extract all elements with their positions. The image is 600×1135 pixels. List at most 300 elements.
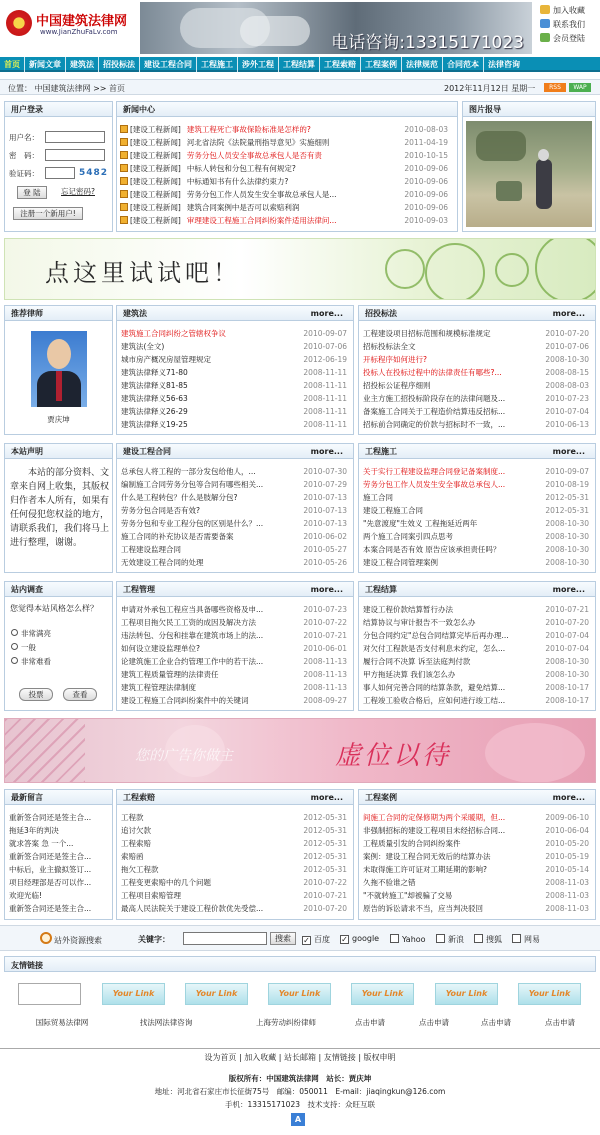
list-item[interactable] <box>363 851 589 863</box>
news-date: 2010-09-06 <box>400 202 448 214</box>
engine-option-netease[interactable] <box>512 934 540 945</box>
list-item[interactable] <box>121 877 347 889</box>
document-icon <box>120 125 128 133</box>
more-link[interactable]: more... <box>552 793 585 802</box>
list-item[interactable] <box>363 518 589 530</box>
item-title[interactable]: 无效建设工程合同的处理 <box>121 558 204 567</box>
item-date: 2008-11-11 <box>303 407 347 416</box>
item-title[interactable]: 工程索赔 <box>121 839 151 848</box>
list-item[interactable] <box>363 531 589 543</box>
message-item[interactable]: 中标后，业主撤拟签订... <box>9 865 92 874</box>
item-title[interactable]: 本案合同是否有效 原告应该承担责任吗？ <box>363 545 501 554</box>
item-title[interactable]: 建设工程施工合同纠纷案件中的关键词 <box>121 696 249 705</box>
list-item[interactable] <box>363 393 589 405</box>
list-item[interactable] <box>363 406 589 418</box>
item-title[interactable]: 违法转包、分包和挂靠在建筑市场上的法... <box>121 631 264 640</box>
item-date: 2010-07-21 <box>303 631 347 640</box>
item-title[interactable]: 非强制招标的建设工程项目未经招标合同... <box>363 826 506 835</box>
news-item[interactable] <box>120 215 454 227</box>
link-label: 会员登陆 <box>553 34 585 43</box>
ad-subtext: 您的广告你做主 <box>135 748 233 764</box>
more-link[interactable]: more... <box>552 309 585 318</box>
list-item[interactable] <box>121 656 347 668</box>
list-item[interactable] <box>121 617 347 629</box>
friend-link-logo[interactable]: Your Link <box>102 983 165 1005</box>
friend-link-text[interactable]: 找法网法律咨询 <box>139 1018 193 1027</box>
engine-option-sohu[interactable] <box>474 934 502 945</box>
login-button[interactable]: 登 陆 <box>17 186 47 199</box>
item-date: 2008-11-13 <box>303 683 347 692</box>
list-item[interactable] <box>121 380 347 392</box>
list-item[interactable] <box>363 328 589 340</box>
list-item[interactable] <box>363 604 589 616</box>
item-date: 2008-10-30 <box>545 355 589 364</box>
message-item[interactable]: 拖延3年的判决 <box>9 826 59 835</box>
engine-option-sina[interactable] <box>436 934 464 945</box>
item-title[interactable]: 总承包人将工程的一部分发包给他人，... <box>121 467 256 476</box>
item-title[interactable]: 建筑法律释义71-80 <box>121 368 188 377</box>
item-title[interactable]: 建筑法律释义26-29 <box>121 407 188 416</box>
checkbox-checked-icon[interactable]: ✓ <box>341 935 348 944</box>
checkbox-icon[interactable] <box>390 934 399 943</box>
item-title[interactable]: 工程项目拖欠民工工资的成因及解决方法 <box>121 618 256 627</box>
item-date: 2010-05-19 <box>545 852 589 861</box>
item-title[interactable]: 案例：建设工程合同无效后的结算办法 <box>363 852 491 861</box>
news-date: 2010-09-06 <box>400 189 448 201</box>
item-date: 2010-07-04 <box>545 631 589 640</box>
nav-item[interactable]: 法律规范 <box>402 57 443 72</box>
item-date: 2009-06-10 <box>545 813 589 822</box>
nav-item[interactable]: 合同范本 <box>443 57 484 72</box>
member-login-link[interactable] <box>540 32 600 46</box>
item-date: 2010-08-19 <box>545 480 589 489</box>
nav-item[interactable]: 建设工程合同 <box>140 57 197 72</box>
settlement-panel <box>358 581 596 711</box>
cases-panel <box>358 789 596 920</box>
item-title[interactable]: 追讨欠款 <box>121 826 151 835</box>
list-item[interactable] <box>363 682 589 694</box>
list-item[interactable] <box>121 903 347 915</box>
news-title[interactable]: 建筑工程死亡事故保险标准是怎样的? <box>186 125 311 134</box>
news-date: 2010-10-15 <box>400 150 448 162</box>
list-item[interactable] <box>363 617 589 629</box>
list-item[interactable] <box>121 682 347 694</box>
news-item[interactable] <box>120 150 454 162</box>
news-category[interactable]: [建设工程新闻] <box>130 164 181 173</box>
news-title[interactable]: 劳务分包人员安全事故总承包人是否有责 <box>186 151 322 160</box>
item-title[interactable]: 劳务分包和专业工程分包的区别是什么？... <box>121 519 264 528</box>
list-item[interactable] <box>121 669 347 681</box>
list-item[interactable] <box>363 643 589 655</box>
item-title[interactable]: 开标程序如何进行? <box>363 355 427 364</box>
survey-option[interactable] <box>11 642 36 654</box>
keyword-label: 关键字： <box>138 935 170 944</box>
username-label: 用户名： <box>9 133 39 142</box>
item-title[interactable]: 论建筑施工企业合约管理工作中的若干法... <box>121 657 264 666</box>
link-label: 加入收藏 <box>553 6 585 15</box>
friend-link-logo[interactable]: Your Link <box>351 983 414 1005</box>
news-title[interactable]: 劳务分包工作人员发生安全事故总承包人是... <box>186 190 337 199</box>
news-category[interactable]: [建设工程新闻] <box>130 151 181 160</box>
item-title[interactable]: 拖欠工程款 <box>121 865 159 874</box>
item-date: 2008-11-11 <box>303 381 347 390</box>
contact-link[interactable] <box>540 18 600 32</box>
more-link[interactable]: more... <box>310 793 343 802</box>
list-item[interactable] <box>363 492 589 504</box>
register-button[interactable]: 注册一个新用户! <box>13 207 83 220</box>
management-panel <box>116 581 354 711</box>
list-item[interactable] <box>363 825 589 837</box>
nav-item[interactable]: 建筑法 <box>66 57 99 72</box>
list-item[interactable] <box>363 505 589 517</box>
message-item[interactable]: 项目经理部是否可以作... <box>9 878 92 887</box>
item-title[interactable]: 建筑工程质量管理的法律责任 <box>121 670 219 679</box>
item-title[interactable]: 建筑法律释义56-63 <box>121 394 188 403</box>
survey-panel <box>4 581 113 711</box>
list-item[interactable] <box>121 695 347 707</box>
friend-link-logo[interactable]: Your Link <box>268 983 331 1005</box>
friend-link-text[interactable]: 点击申请 <box>545 1018 575 1027</box>
list-item[interactable] <box>363 479 589 491</box>
lawyer-name[interactable]: 贾庆坤 <box>47 415 70 424</box>
list-item[interactable] <box>121 341 347 353</box>
photo-figure <box>536 159 552 209</box>
radio-icon[interactable] <box>11 657 18 664</box>
news-item[interactable] <box>120 189 454 201</box>
list-item[interactable] <box>363 557 589 569</box>
friend-link-logo[interactable] <box>18 983 81 1005</box>
list-item[interactable] <box>121 492 347 504</box>
list-item[interactable] <box>363 466 589 478</box>
username-input[interactable] <box>45 131 105 143</box>
item-date: 2008-11-11 <box>303 420 347 429</box>
news-category[interactable]: [建设工程新闻] <box>130 216 181 225</box>
more-link[interactable]: more... <box>552 447 585 456</box>
item-title[interactable]: 工程项目索赔管理 <box>121 891 181 900</box>
more-link[interactable]: more... <box>552 585 585 594</box>
item-title[interactable]: 建筑法律释义81-85 <box>121 381 188 390</box>
banner-shape <box>240 16 310 46</box>
search-input[interactable] <box>183 932 267 945</box>
news-title[interactable]: 河北省法院《法院量刑指导意见》实施细则 <box>186 138 330 147</box>
item-date: 2012-05-31 <box>303 813 347 822</box>
item-title[interactable]: 城市房产概况房屋管理规定 <box>121 355 211 364</box>
vote-button[interactable] <box>19 688 53 701</box>
item-title[interactable]: 原告的诉讼请求不当，应当判决驳回 <box>363 904 483 913</box>
nav-item[interactable]: 工程施工 <box>197 57 238 72</box>
news-photo[interactable] <box>466 121 592 227</box>
item-date: 2008-11-13 <box>303 657 347 666</box>
ad-placeholder-banner[interactable] <box>4 718 596 783</box>
option-label: 非常满亮 <box>21 629 51 638</box>
document-icon <box>120 203 128 211</box>
list-item[interactable] <box>121 890 347 902</box>
captcha-input[interactable] <box>45 167 75 179</box>
list-item[interactable] <box>363 354 589 366</box>
news-item[interactable] <box>120 163 454 175</box>
nav-item[interactable]: 法律咨询 <box>488 60 520 69</box>
list-item[interactable] <box>121 825 347 837</box>
nav-item[interactable]: 涉外工程 <box>238 57 279 72</box>
list-item[interactable] <box>121 838 347 850</box>
list-item[interactable] <box>363 695 589 707</box>
breadcrumb[interactable]: 位置： 中国建筑法律网 >> 首页 <box>8 84 126 93</box>
footer-links[interactable]: 设为首页 | 加入收藏 | 站长邮箱 | 友情链接 | 版权申明 <box>0 1048 600 1063</box>
item-date: 2008-10-30 <box>545 657 589 666</box>
news-title[interactable]: 审理建设工程施工合同纠纷案件适用法律问... <box>186 216 337 225</box>
list-item[interactable] <box>363 877 589 889</box>
survey-option[interactable] <box>11 656 51 668</box>
rss-badge[interactable]: RSS <box>544 83 566 92</box>
friend-link-logo[interactable]: Your Link <box>185 983 248 1005</box>
item-title[interactable]: 劳务分包工作人员发生安全事故总承包人... <box>363 480 506 489</box>
list-item[interactable] <box>363 341 589 353</box>
radio-icon[interactable] <box>11 643 18 650</box>
item-title[interactable]: 招标投标法全文 <box>363 342 416 351</box>
item-date: 2008-08-03 <box>545 381 589 390</box>
stats-icon[interactable]: A <box>291 1113 305 1126</box>
news-category[interactable]: [建设工程新闻] <box>130 125 181 134</box>
list-item[interactable] <box>121 354 347 366</box>
list-item[interactable] <box>363 367 589 379</box>
item-title[interactable]: 分包合同约定"总包合同结算完毕后再办理... <box>363 631 509 640</box>
friend-link-text[interactable]: 上海劳动纠纷律师 <box>256 1018 316 1027</box>
news-date: 2010-08-03 <box>400 124 448 136</box>
list-item[interactable] <box>121 851 347 863</box>
header <box>0 0 600 56</box>
item-title[interactable]: 招标前合同确定的价款与招标时不一致，... <box>363 420 506 429</box>
list-item[interactable] <box>121 643 347 655</box>
item-title[interactable]: 投标人在投标过程中的法律责任有哪些?... <box>363 368 502 377</box>
checkbox-checked-icon[interactable]: ✓ <box>303 936 310 945</box>
item-title[interactable]: 编制施工合同劳务分包等合同有哪些相关... <box>121 480 264 489</box>
item-date: 2010-07-23 <box>303 605 347 614</box>
news-category[interactable]: [建设工程新闻] <box>130 177 181 186</box>
news-item[interactable] <box>120 124 454 136</box>
item-date: 2008-11-03 <box>545 878 589 887</box>
wap-badge[interactable]: WAP <box>569 83 591 92</box>
item-title[interactable]: 工程质量引发的合同纠纷案件 <box>363 839 461 848</box>
list-item[interactable] <box>121 406 347 418</box>
item-title[interactable]: 关于实行工程建设监理合同登记备案制度... <box>363 467 506 476</box>
star-icon <box>540 5 550 14</box>
item-title[interactable]: 间施工合同的定保修期为两个采暖期，但... <box>363 813 506 822</box>
item-title[interactable]: 建设工程施工合同 <box>363 506 423 515</box>
item-title[interactable]: 履行合同不决算 诉至法庭判付款 <box>363 657 471 666</box>
item-date: 2008-10-17 <box>545 683 589 692</box>
list-item[interactable] <box>121 419 347 431</box>
item-title[interactable]: 甲方拖延决算 我们该怎么办 <box>363 670 456 679</box>
list-item[interactable] <box>121 864 347 876</box>
news-item[interactable] <box>120 202 454 214</box>
engine-option-yahoo[interactable] <box>390 934 426 944</box>
list-item[interactable] <box>363 544 589 556</box>
panel-title: 用户登录 <box>5 102 112 117</box>
nav-item-home[interactable]: 首页 <box>0 57 25 72</box>
survey-option[interactable] <box>11 628 51 640</box>
add-favorite-link[interactable] <box>540 4 600 18</box>
item-title[interactable]: 工程竣工验收合格后，应如何进行竣工结... <box>363 696 506 705</box>
item-title[interactable]: 建筑施工合同纠纷之管辖权争议 <box>121 329 226 338</box>
news-item[interactable] <box>120 176 454 188</box>
list-item[interactable] <box>121 630 347 642</box>
item-title[interactable]: 如何设立建设监理单位? <box>121 644 200 653</box>
option-label: 网易 <box>524 935 540 944</box>
checkbox-icon[interactable] <box>474 934 483 943</box>
message-item[interactable]: 就求答案 急 一个... <box>9 839 74 848</box>
item-title[interactable]: "先意渡度"生效义 工程拖延近两年 <box>363 519 478 528</box>
news-category[interactable]: [建设工程新闻] <box>130 203 181 212</box>
list-item[interactable] <box>121 557 347 569</box>
search-button[interactable]: 搜索 <box>270 932 296 945</box>
news-date: 2010-09-03 <box>400 215 448 227</box>
list-item[interactable] <box>363 903 589 915</box>
promo-banner-try[interactable] <box>4 238 596 300</box>
message-item[interactable]: 重新签合同还是签主合... <box>9 813 92 822</box>
item-title[interactable]: 业主方施工招投标阶段存在的法律问题及... <box>363 394 506 403</box>
item-title[interactable]: 什么是工程转包？什么是肢解分包? <box>121 493 238 502</box>
item-title[interactable]: 久拖不验谁之错 <box>363 878 416 887</box>
item-title[interactable]: 最高人民法院关于建设工程价款优先受偿... <box>121 904 264 913</box>
item-title[interactable]: 建筑法律释义19-25 <box>121 420 188 429</box>
item-title[interactable]: 结算协议与审计报告不一致怎么办 <box>363 618 476 627</box>
nav-item[interactable]: 工程结算 <box>279 57 320 72</box>
item-title[interactable]: 施工合同 <box>363 493 393 502</box>
item-date: 2008-10-30 <box>545 532 589 541</box>
list-item[interactable] <box>121 544 347 556</box>
nav-item[interactable]: 招投标法 <box>99 57 140 72</box>
item-title[interactable]: 工程建设项目招标范围和规模标准规定 <box>363 329 491 338</box>
list-item[interactable] <box>121 518 347 530</box>
item-title[interactable]: 建设工程合同管理案例 <box>363 558 438 567</box>
friend-link-logo[interactable]: Your Link <box>435 983 498 1005</box>
item-title[interactable]: 建设工程价款结算暂行办法 <box>363 605 453 614</box>
item-title[interactable]: 建筑工程管理法律制度 <box>121 683 196 692</box>
news-category[interactable]: [建设工程新闻] <box>130 138 181 147</box>
news-title[interactable]: 建筑合同案例中是否可以索赔利润 <box>186 203 300 212</box>
friend-link-text[interactable]: 点击申请 <box>355 1018 385 1027</box>
item-title[interactable]: 施工合同的补充协议是否需要备案 <box>121 532 234 541</box>
item-title[interactable]: 劳务分包合同是否有效? <box>121 506 200 515</box>
news-date: 2011-04-19 <box>400 137 448 149</box>
view-results-button[interactable] <box>63 688 97 701</box>
message-item[interactable]: 欢迎光临! <box>9 891 43 900</box>
item-date: 2010-07-21 <box>545 605 589 614</box>
list-item[interactable] <box>363 656 589 668</box>
list-item[interactable] <box>363 864 589 876</box>
item-date: 2008-11-03 <box>545 891 589 900</box>
list-item[interactable] <box>121 466 347 478</box>
list-item[interactable] <box>121 479 347 491</box>
panel-title: 站内调查 <box>5 582 112 597</box>
nav-item[interactable]: 工程案例 <box>361 57 402 72</box>
promo-text: 点这里试试吧！ <box>45 259 241 287</box>
list-item[interactable] <box>121 604 347 616</box>
list-item[interactable] <box>121 505 347 517</box>
document-icon <box>120 151 128 159</box>
friend-link-logo[interactable]: Your Link <box>518 983 581 1005</box>
lawyer-photo[interactable] <box>31 331 87 407</box>
nav-item[interactable]: 工程索赔 <box>320 57 361 72</box>
list-item[interactable] <box>121 367 347 379</box>
item-title[interactable]: 事人如何完善合同的结算条款，避免结算... <box>363 683 506 692</box>
friend-link-text[interactable]: 点击申请 <box>419 1018 449 1027</box>
news-title[interactable]: 中标人转包和分包工程有何规定? <box>186 164 296 173</box>
message-item[interactable]: 重新签合同还是签主合... <box>9 904 92 913</box>
item-title[interactable]: 未取得施工许可证对工期延期的影响? <box>363 865 487 874</box>
more-link[interactable]: more... <box>310 309 343 318</box>
password-label: 密 码： <box>9 151 39 160</box>
friend-link-text[interactable]: 国际贸易法律网 <box>35 1018 89 1027</box>
item-title[interactable]: 对欠付工程款是否支付利息未约定，怎么... <box>363 644 506 653</box>
item-title[interactable]: 两个施工合同案引四点思考 <box>363 532 453 541</box>
site-logo[interactable] <box>6 6 136 48</box>
lawyer-tie <box>56 371 62 401</box>
list-item[interactable] <box>363 630 589 642</box>
list-item[interactable] <box>121 531 347 543</box>
notice-text: 本站的部分资料、文章来自网上收集，其版权归作者本人所有，如果有任何侵犯您权益的地方，请联系我们，我们将马上进行整理，谢谢。 <box>10 468 110 548</box>
item-title[interactable]: 工程建设监理合同 <box>121 545 181 554</box>
current-date: 2012年11月12日 星期一 <box>444 84 536 93</box>
list-item[interactable] <box>363 812 589 824</box>
contract-panel <box>116 443 354 573</box>
list-item[interactable] <box>363 838 589 850</box>
message-item[interactable]: 重新签合同还是签主合... <box>9 852 92 861</box>
item-date: 2012-05-31 <box>303 839 347 848</box>
item-title[interactable]: 建筑法(全文) <box>121 342 165 351</box>
list-item[interactable] <box>121 812 347 824</box>
engine-option-google[interactable] <box>340 934 379 944</box>
checkbox-icon[interactable] <box>436 934 445 943</box>
item-date: 2010-06-04 <box>545 826 589 835</box>
item-title[interactable]: 申请对外承包工程应当具备哪些资格及申... <box>121 605 264 614</box>
radio-icon[interactable] <box>11 629 18 636</box>
option-label: 搜狐 <box>486 935 502 944</box>
more-link[interactable]: more... <box>310 447 343 456</box>
more-link[interactable]: more... <box>310 585 343 594</box>
swirl-decor <box>535 238 596 300</box>
news-category[interactable]: [建设工程新闻] <box>130 190 181 199</box>
header-banner <box>140 2 532 54</box>
checkbox-icon[interactable] <box>512 934 521 943</box>
list-item[interactable] <box>363 380 589 392</box>
item-date: 2010-07-06 <box>303 342 347 351</box>
panel-title: 本站声明 <box>5 444 112 459</box>
item-title[interactable]: 工程变更索赔中的几个问题 <box>121 878 211 887</box>
friend-link-text[interactable]: 点击申请 <box>481 1018 511 1027</box>
item-date: 2012-05-31 <box>545 506 589 515</box>
list-item[interactable] <box>121 328 347 340</box>
news-item[interactable] <box>120 137 454 149</box>
forgot-password-link[interactable]: 忘记密码? <box>61 187 95 196</box>
item-title[interactable]: 招投标公证程序细则 <box>363 381 431 390</box>
list-item[interactable] <box>363 890 589 902</box>
item-title[interactable]: 工程款 <box>121 813 144 822</box>
main-nav <box>0 57 600 72</box>
construction-panel <box>358 443 596 573</box>
item-title[interactable]: 索赔函 <box>121 852 144 861</box>
item-title[interactable]: 备案施工合同关于工程造价结算违反招标... <box>363 407 506 416</box>
engine-option-baidu[interactable] <box>302 934 330 945</box>
item-date: 2012-05-31 <box>303 826 347 835</box>
password-input[interactable] <box>45 149 105 161</box>
list-item[interactable] <box>363 669 589 681</box>
item-title[interactable]: "不就转施工"却被骗了交易 <box>363 891 453 900</box>
list-item[interactable] <box>363 419 589 431</box>
list-item[interactable] <box>121 393 347 405</box>
news-title[interactable]: 中标通知书有什么法律约束力? <box>186 177 289 186</box>
nav-item[interactable]: 新闻文章 <box>25 57 66 72</box>
